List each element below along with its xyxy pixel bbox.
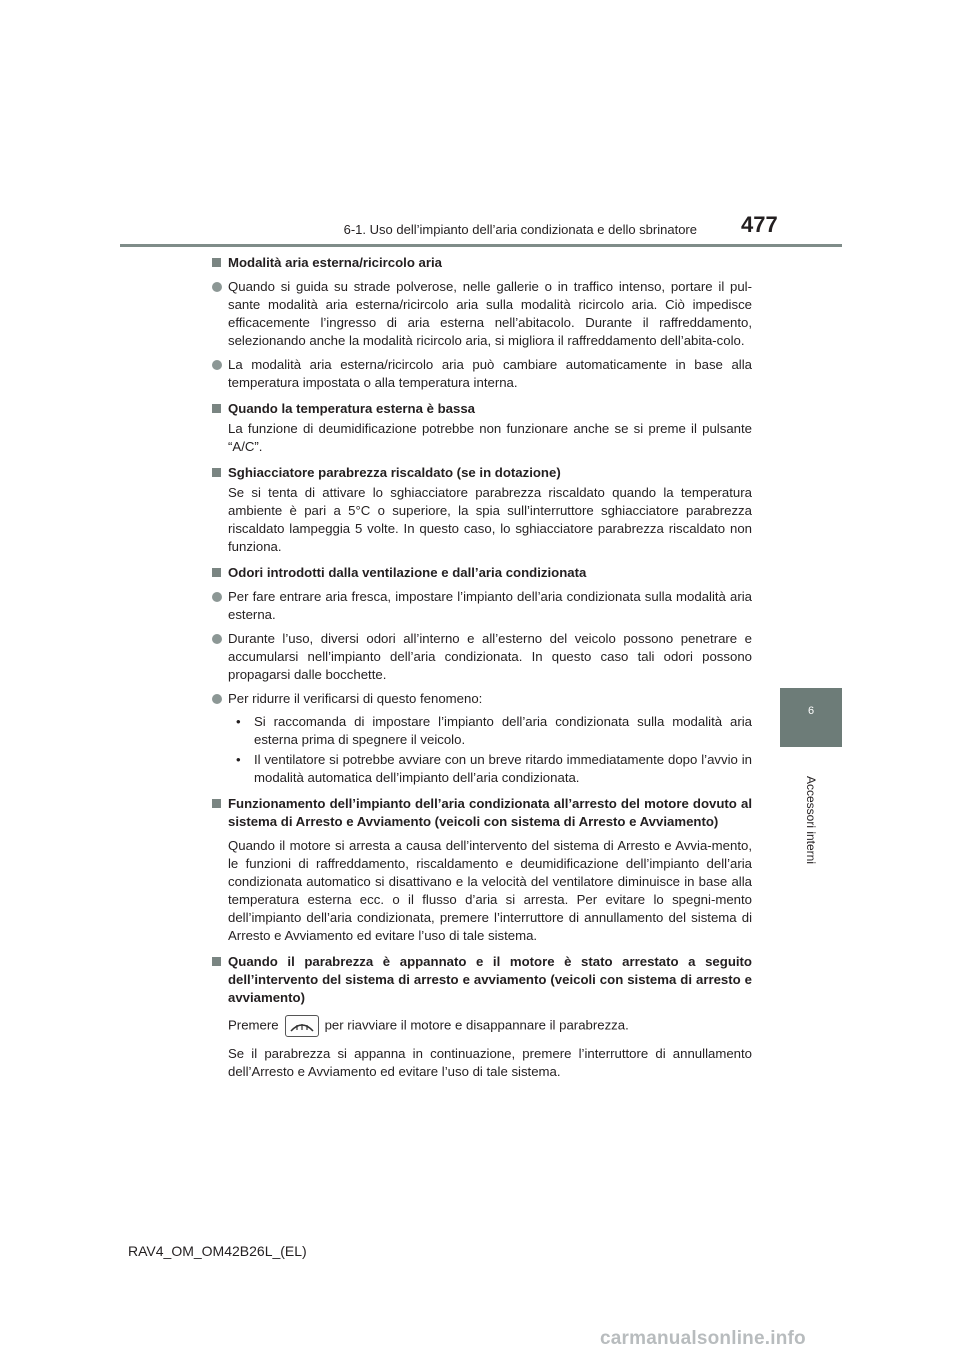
section-heading: Modalità aria esterna/ricircolo aria — [212, 254, 752, 272]
front-defroster-icon — [285, 1015, 319, 1037]
sub-list-item: • Si raccomanda di impostare l’impianto dell’aria condizionata sulla modalità aria esterna prima di spegnere il veicolo. — [236, 714, 752, 747]
chapter-tab-number: 6 — [807, 705, 815, 717]
square-bullet-icon — [212, 953, 228, 1007]
round-bullet-icon — [212, 630, 228, 684]
chapter-tab-label-text: Accessori interni — [804, 775, 818, 865]
section-paragraph: Quando il motore si arresta a causa dell’intervento del sistema di Arresto e Avvia-mento, le funzioni di raffreddamento, riscaldamento e deumidificazione dell’impianto dell’aria condizionata automatico si disattivano e la velocità del ventilatore diminuisce in base alla temperatura esterna ecc. o il flusso d’aria si arresta. Per evitare lo spegni-mento dell’impianto dell’aria condizionata, premere l’interruttore di annullamento del sistema di Arresto e Avviamento ed evitare l’uso di tale sistema. — [228, 838, 752, 943]
document-code: RAV4_OM_OM42B26L_(EL) — [128, 1243, 307, 1259]
bullet-item: Quando si guida su strade polverose, nelle gallerie o in traffico intenso, portare il pul-sante modalità aria esterna/ricircolo aria sulla modalità ricircolo aria. Ciò impedisce efficacemente l’ingresso di aria esterna nell’abitacolo. Durante il raffreddamento, selezionando anche la modalità ricircolo aria, si migliora il raffreddamento dell’abita-colo. — [212, 278, 752, 350]
square-bullet-icon — [212, 795, 228, 831]
section-paragraph: Se il parabrezza si appanna in continuazione, premere l’interruttore di annullamento dell’Arresto e Avviamento ed evitare l’uso di tale sistema. — [228, 1046, 752, 1079]
chapter-tab-label — [780, 760, 842, 880]
section-fogged-windshield — [212, 953, 752, 1081]
section-paragraph: Se si tenta di attivare lo sghiacciatore parabrezza riscaldato quando la temperatura ambiente è pari a 5°C o superiore, la spia sull’interruttore sghiacciatore parabrezza riscaldato lampeggia 5 volte. In questo caso, lo sghiacciatore parabrezza riscaldato non funziona. — [228, 485, 752, 554]
page-content — [212, 254, 752, 1089]
header-rule — [120, 244, 842, 247]
section-heading: Odori introdotti dalla ventilazione e dall’aria condizionata — [212, 564, 752, 582]
bullet-item: Per fare entrare aria fresca, impostare l’impianto dell’aria condizionata sulla modalità aria esterna. — [212, 588, 752, 624]
round-bullet-icon — [212, 588, 228, 624]
bullet-item: Per ridurre il verificarsi di questo fenomeno: — [212, 690, 752, 709]
section-stop-start-ac — [212, 795, 752, 945]
round-bullet-icon — [212, 356, 228, 392]
bullet-item: La modalità aria esterna/ricircolo aria può cambiare automaticamente in base alla temperatura impostata o alla temperatura interna. — [212, 356, 752, 392]
section-heated-windshield-deicer — [212, 464, 752, 556]
page-number: 477 — [741, 212, 778, 237]
section-heading: Funzionamento dell’impianto dell’aria condizionata all’arresto del motore dovuto al sistema di Arresto e Avviamento (veicoli con sistema di Arresto e Avviamento) — [212, 795, 752, 831]
page-header — [0, 0, 960, 250]
section-paragraph: La funzione di deumidificazione potrebbe non funzionare anche se si preme il pulsante “A/C”. — [228, 421, 752, 454]
sub-list — [228, 713, 752, 787]
bullet-item: Durante l’uso, diversi odori all’interno e all’esterno del veicolo possono penetrare e accumularsi nell’impianto dell’aria condizionata. In questo caso tali odori possono propagarsi dalle bocchette. — [212, 630, 752, 684]
square-bullet-icon — [212, 254, 228, 272]
square-bullet-icon — [212, 464, 228, 482]
section-odors — [212, 564, 752, 787]
square-bullet-icon — [212, 400, 228, 418]
chapter-title: 6-1. Uso dell’impianto dell’aria condizionata e dello sbrinatore — [343, 222, 697, 237]
section-heading: Quando il parabrezza è appannato e il motore è stato arrestato a seguito dell’intervento del sistema di arresto e avviamento (veicoli con sistema di arresto e avviamento) — [212, 953, 752, 1007]
section-low-outside-temperature — [212, 400, 752, 456]
section-heading: Sghiacciatore parabrezza riscaldato (se in dotazione) — [212, 464, 752, 482]
section-heading: Quando la temperatura esterna è bassa — [212, 400, 752, 418]
chapter-tab — [780, 688, 842, 747]
round-bullet-icon — [212, 690, 228, 709]
round-bullet-icon — [212, 278, 228, 350]
press-instruction: Premere per riavviare il motore e disappannare il parabrezza. — [228, 1015, 752, 1037]
sub-list-item: • Il ventilatore si potrebbe avviare con un breve ritardo immediatamente dopo l’avvio in modalità automatica dell’impianto dell’aria condizionata. — [236, 752, 752, 785]
square-bullet-icon — [212, 564, 228, 582]
section-outside-air-recirculation — [212, 254, 752, 392]
watermark: carmanualsonline.info — [600, 1328, 806, 1349]
